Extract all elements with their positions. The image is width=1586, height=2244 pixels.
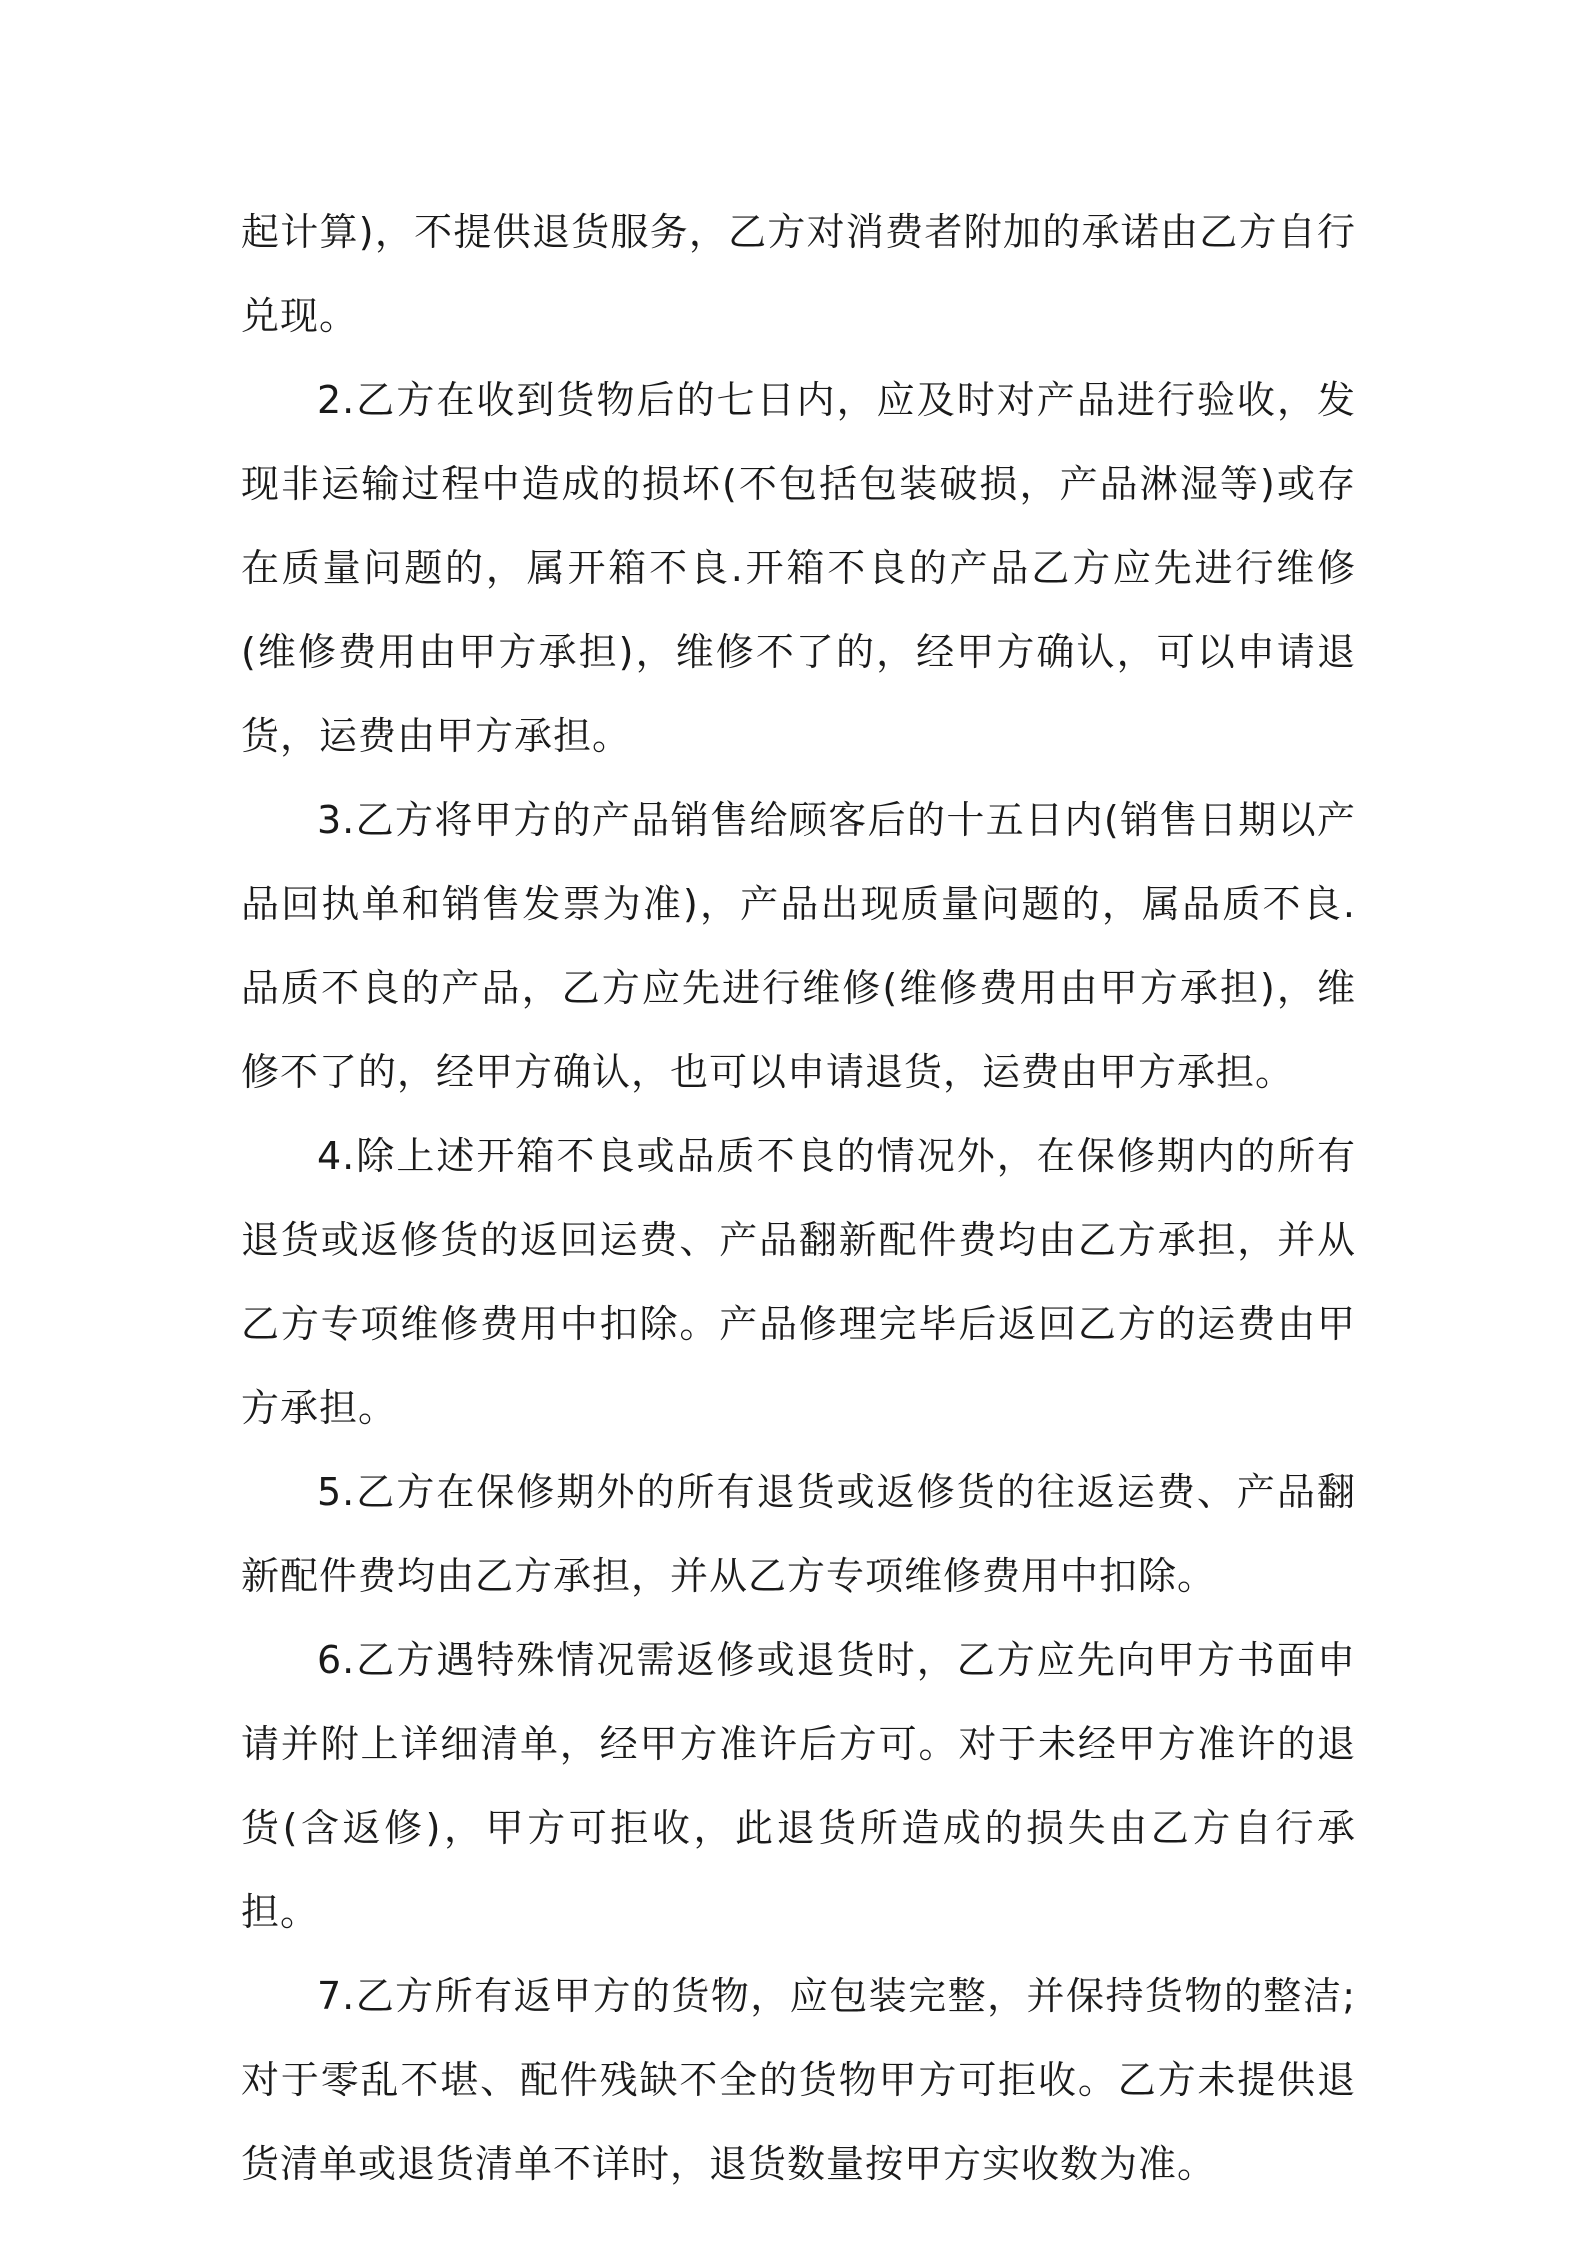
paragraph-clause-3: 3.乙方将甲方的产品销售给顾客后的十五日内(销售日期以产品回执单和销售发票为准)，产品出现质量问题的，属品质不良.品质不良的产品，乙方应先进行维修(维修费用由甲方承担)，维修不了的，经甲方确认，也可以申请退货，运费由甲方承担。 [241, 798, 1356, 1094]
paragraph-continuation: 起计算)，不提供退货服务，乙方对消费者附加的承诺由乙方自行兑现。 [241, 210, 1356, 338]
paragraph-clause-2: 2.乙方在收到货物后的七日内，应及时对产品进行验收，发现非运输过程中造成的损坏(不包括包装破损，产品淋湿等)或存在质量问题的，属开箱不良.开箱不良的产品乙方应先进行维修(维修费用由甲方承担)，维修不了的，经甲方确认，可以申请退货，运费由甲方承担。 [241, 378, 1356, 758]
document-body [241, 190, 1356, 2206]
paragraph-clause-6: 6.乙方遇特殊情况需返修或退货时，乙方应先向甲方书面申请并附上详细清单，经甲方准许后方可。对于未经甲方准许的退货(含返修)，甲方可拒收，此退货所造成的损失由乙方自行承担。 [241, 1638, 1356, 1934]
paragraph-clause-4: 4.除上述开箱不良或品质不良的情况外，在保修期内的所有退货或返修货的返回运费、产品翻新配件费均由乙方承担，并从乙方专项维修费用中扣除。产品修理完毕后返回乙方的运费由甲方承担。 [241, 1134, 1356, 1430]
paragraph-clause-7: 7.乙方所有返甲方的货物，应包装完整，并保持货物的整洁;对于零乱不堪、配件残缺不全的货物甲方可拒收。乙方未提供退货清单或退货清单不详时，退货数量按甲方实收数为准。 [241, 1974, 1356, 2186]
paragraph-clause-5: 5.乙方在保修期外的所有退货或返修货的往返运费、产品翻新配件费均由乙方承担，并从乙方专项维修费用中扣除。 [241, 1470, 1356, 1598]
